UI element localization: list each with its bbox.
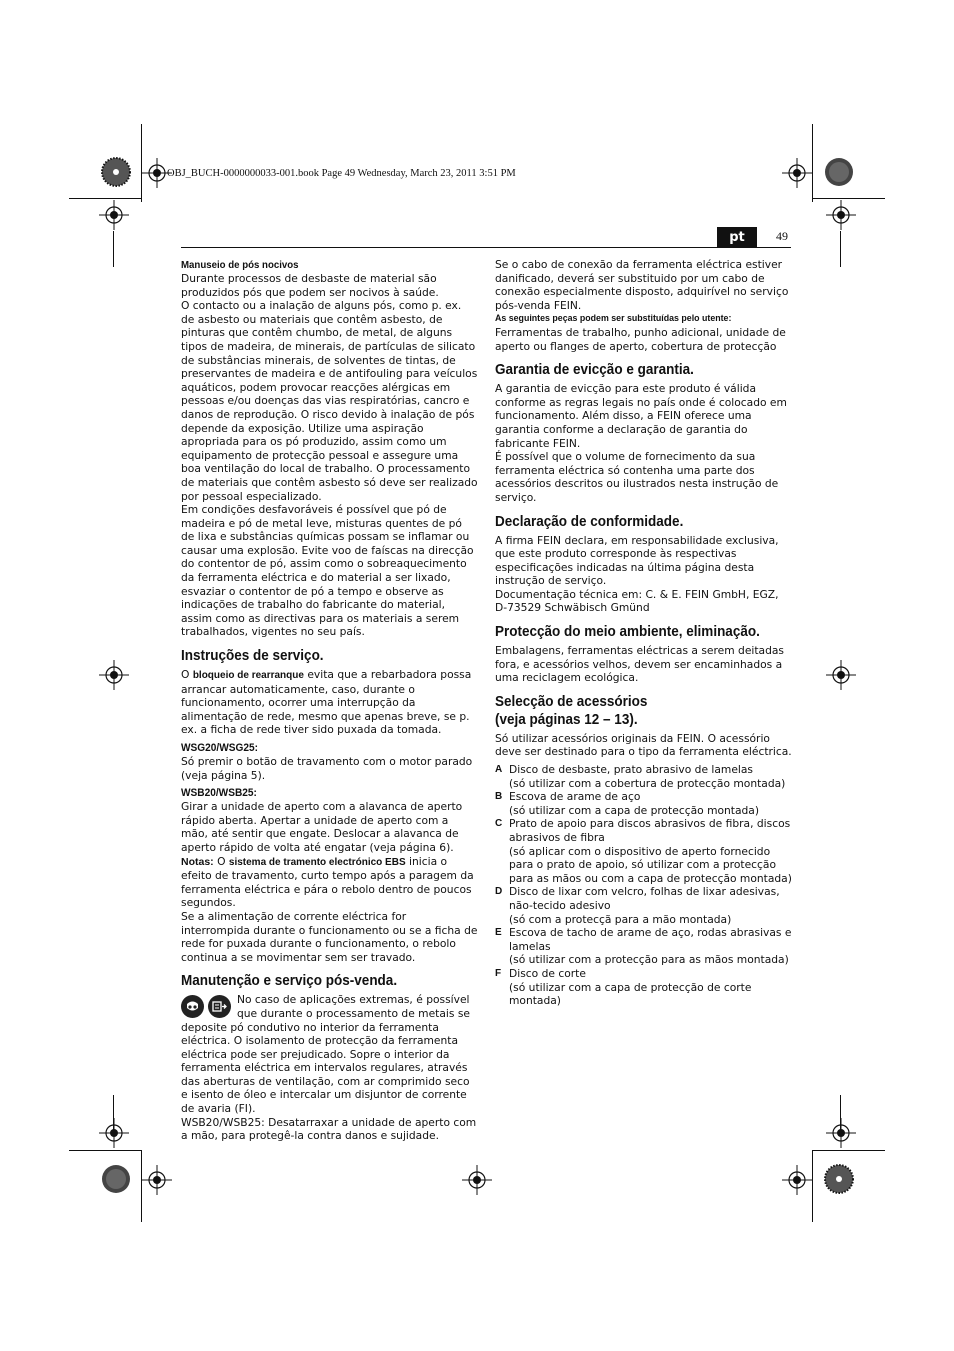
maintenance-icons	[181, 995, 231, 1018]
accessories-heading: Selecção de acessórios	[495, 692, 648, 710]
right-column	[495, 258, 792, 1008]
item-text: Disco de desbaste, prato abrasivo de lamelas	[509, 763, 754, 777]
list-item	[495, 967, 792, 1008]
notes-paragraph	[181, 855, 478, 910]
registration-mark-icon	[462, 1165, 492, 1195]
star-target-icon	[101, 1164, 131, 1194]
item-letter: F	[495, 967, 502, 979]
respirator-mask-icon	[181, 995, 204, 1018]
list-item	[495, 885, 792, 926]
crop-mark	[813, 198, 885, 199]
environment-paragraph: Embalagens, ferramentas eléctricas a serem deitadas fora, e acessórios velhos, devem ser encaminhados a uma reciclagem ecológica.	[495, 644, 785, 685]
list-item	[495, 763, 792, 790]
service-text-post: evita que a rebarbadora possa arrancar automaticamente, caso, durante o funcionamento, ocorrer uma interrupção da alimentação de rede, mesmo que apenas breve, se p. ex. a ficha de rede tiver sido puxada da tomada.	[181, 668, 472, 737]
item-note: (só utilizar com a protecção para as mãos montada)	[509, 953, 789, 967]
notes-label: Notas:	[181, 855, 214, 868]
crop-mark	[812, 1150, 813, 1222]
cable-paragraph: Se o cabo de conexão da ferramenta eléctrica estiver danificado, deverá ser substituido por um cabo de conexão especialmente disposto, adquirível no serviço pós-venda FEIN.	[495, 258, 789, 312]
registration-mark-icon	[142, 1165, 172, 1195]
restart-lock-term: bloqueio de rearranque	[192, 670, 304, 682]
registration-mark-icon	[99, 1118, 129, 1148]
wsg-heading: WSG20/WSG25:	[181, 742, 259, 754]
wsg-text: Só premir o botão de travamento com o motor parado (veja página 5).	[181, 755, 473, 782]
warranty-heading: Garantia de evicção e garantia.	[495, 361, 694, 379]
ebs-term: sistema de tramento electrónico EBS	[228, 856, 406, 868]
replaceable-parts-heading: As seguintes peças podem ser substituídas pelo utente:	[495, 313, 732, 325]
dust-paragraph-1: Durante processos de desbaste de material são produzidos pós que podem ser nocivos à saúde.	[181, 272, 439, 299]
item-letter: B	[495, 791, 503, 803]
registration-mark-icon	[782, 1165, 812, 1195]
item-text: Prato de apoio para discos abrasivos de fibra, discos abrasivos de fibra	[509, 817, 791, 844]
registration-mark-icon	[826, 660, 856, 690]
item-letter: C	[495, 818, 503, 830]
item-note: (só com a protecçã para a mão montada)	[509, 912, 732, 926]
registration-mark-icon	[826, 200, 856, 230]
notes-text-post: inicia o efeito de travamento, curto tempo após a paragem da ferramenta eléctrica e pára o rebolo dentro de poucos segundos.	[181, 854, 474, 910]
service-text-pre: O	[181, 668, 193, 682]
conformity-paragraph-1: A firma FEIN declara, em responsabilidade exclusiva, que este produto corresponde às respectivas especificações indicadas na última página desta instrução de serviço.	[495, 533, 779, 588]
header-rule	[181, 247, 791, 248]
crop-mark	[69, 198, 141, 199]
item-text: Disco de corte	[509, 966, 586, 980]
maintenance-paragraph-1: No caso de aplicações extremas, é possível que durante o processamento de metais se deposite pó condutivo no interior da ferramenta eléctrica. O isolamento de protecção da ferramenta eléctrica pode ser prejudicado. Sopre o interior da ferramenta eléctrica em intervalos regulares, através das aberturas de ventilação, com ar comprimido seco e isento de óleo e intercalar um disjuntor de corrente de avaria (FI).	[181, 993, 470, 1116]
crop-mark	[840, 231, 841, 267]
wsb-text: Girar a unidade de aperto com a alavanca de aperto rápido aberta. Apertar a unidade de aperto com a mão, até sentir que engate. Deslocar a alavanca de aperto rápido de volta até engatar (veja página 6).	[181, 800, 463, 854]
star-target-icon	[824, 157, 854, 187]
warranty-paragraph-2: É possível que o volume de fornecimento da sua ferramenta eléctrica só contenha uma parte dos acessórios descritos ou ilustrados nesta instrução de serviço.	[495, 450, 779, 504]
item-letter: A	[495, 764, 503, 776]
page-number: 49	[776, 229, 788, 243]
list-item	[495, 926, 792, 967]
service-heading: Instruções de serviço.	[181, 647, 324, 665]
crop-mark	[69, 1150, 141, 1151]
item-letter: D	[495, 886, 503, 898]
environment-heading: Protecção do meio ambiente, eliminação.	[495, 623, 760, 641]
conformity-heading: Declaração de conformidade.	[495, 512, 684, 530]
maintenance-heading: Manutenção e serviço pós-venda.	[181, 972, 398, 990]
item-letter: E	[495, 927, 502, 939]
left-column	[181, 258, 478, 1143]
star-target-icon	[824, 1164, 854, 1194]
item-note: (só utilizar com a cobertura de protecção montada)	[509, 776, 786, 790]
conformity-paragraph-2: Documentação técnica em: C. & E. FEIN GmbH, EGZ, D-73529 Schwäbisch Gmünd	[495, 587, 779, 615]
power-disconnect-icon	[208, 995, 231, 1018]
registration-mark-icon	[99, 200, 129, 230]
service-paragraph	[181, 668, 478, 737]
item-note: (só utilizar com a capa de protecção de corte montada)	[509, 980, 752, 1008]
item-note: (só utilizar com a capa de protecção montada)	[509, 803, 760, 817]
crop-mark	[812, 124, 813, 202]
registration-mark-icon	[782, 158, 812, 188]
star-target-icon	[101, 157, 131, 187]
item-text: Escova de tacho de arame de aço, rodas abrasivas e lamelas	[509, 926, 792, 953]
replaceable-parts-text: Ferramentas de trabalho, punho adicional, unidade de aperto ou flanges de aperto, cobertura de protecção	[495, 325, 786, 353]
dust-paragraph-3: Em condições desfavoráveis é possível que pó de madeira e pó de metal leve, misturas quentes de pó de lixa e substâncias químicas possam se inflamar ou causar uma explosão. Evite voo de faíscas na direcção do contentor de pó, assim como o sobreaquecimento da ferramenta eléctrica e do material a ser lixado, esvaziar o contentor de pó a tempo e observe as indicações de trabalho do fabricante do material, assim como as directivas para os materiais a serem trabalhados, vigentes no seu país.	[181, 503, 474, 639]
accessories-intro: Só utilizar acessórios originais da FEIN. O acessório deve ser destinado para o tipo da ferramenta eléctrica.	[495, 731, 792, 759]
crop-mark	[813, 1150, 885, 1151]
item-note: (só aplicar com o dispositivo de aperto fornecido para o prato de apoio, só utilizar com a protecção para as mãos ou com a capa de protecção montada)	[509, 844, 792, 885]
notes-paragraph-2: Se a alimentação de corrente eléctrica for interrompida durante o funcionamento ou se a ficha de rede for puxada durante o funcionamento, o rebolo continua a se movimentar sem ser travado.	[181, 909, 478, 964]
item-text: Disco de lixar com velcro, folhas de lixar adesivas, não-tecido adesivo	[509, 885, 780, 912]
crop-mark	[113, 231, 114, 267]
registration-mark-icon	[99, 660, 129, 690]
file-info-line: OBJ_BUCH-0000000033-001.book Page 49 Wednesday, March 23, 2011 3:51 PM	[167, 168, 516, 179]
list-item	[495, 817, 792, 885]
wsb-heading: WSB20/WSB25:	[181, 787, 257, 800]
accessories-heading-pages: (veja páginas 12 – 13).	[495, 710, 638, 728]
list-item	[495, 790, 792, 817]
accessories-list	[495, 763, 792, 1008]
dust-heading: Manuseio de pós nocivos	[181, 259, 299, 271]
item-text: Escova de arame de aço	[509, 790, 641, 804]
maintenance-paragraph-2: WSB20/WSB25: Desatarraxar a unidade de aperto com a mão, para protegê-la contra danos e sujidade.	[181, 1115, 477, 1143]
warranty-paragraph-1: A garantia de evicção para este produto é válida conforme as regras legais no país onde é colocado em funcionamento. Além disso, a FEIN oferece uma garantia conforme a declaração de garantia do fabricante FEIN.	[495, 382, 787, 450]
registration-mark-icon	[826, 1118, 856, 1148]
dust-paragraph-2: O contacto ou a inalação de alguns pós, como p. ex. de asbesto ou materiais que contêm asbesto, de pinturas que contêm chumbo, de metal, de alguns tipos de madeira, de minerais, de partículas de silicato de substâncias minerais, de solventes de tintas, de preservantes de madeira e de antifouling para veículos aquáticos, podem provocar reacções alérgicas em pessoas e/ou doenças das vias respiratórias, cancro e danos de reprodução. O risco devido à inalação de pós depende da exposição. Utilize uma aspiração apropriada para os pó produzido, assim como um equipamento de protecção pessoal e assegure uma boa ventilação do local de trabalho. O processamento de materiais que contêm asbesto só deve ser realizado por pessoal especializado.	[181, 299, 478, 503]
notes-text-pre: O	[213, 854, 229, 868]
language-badge: pt	[717, 227, 757, 248]
